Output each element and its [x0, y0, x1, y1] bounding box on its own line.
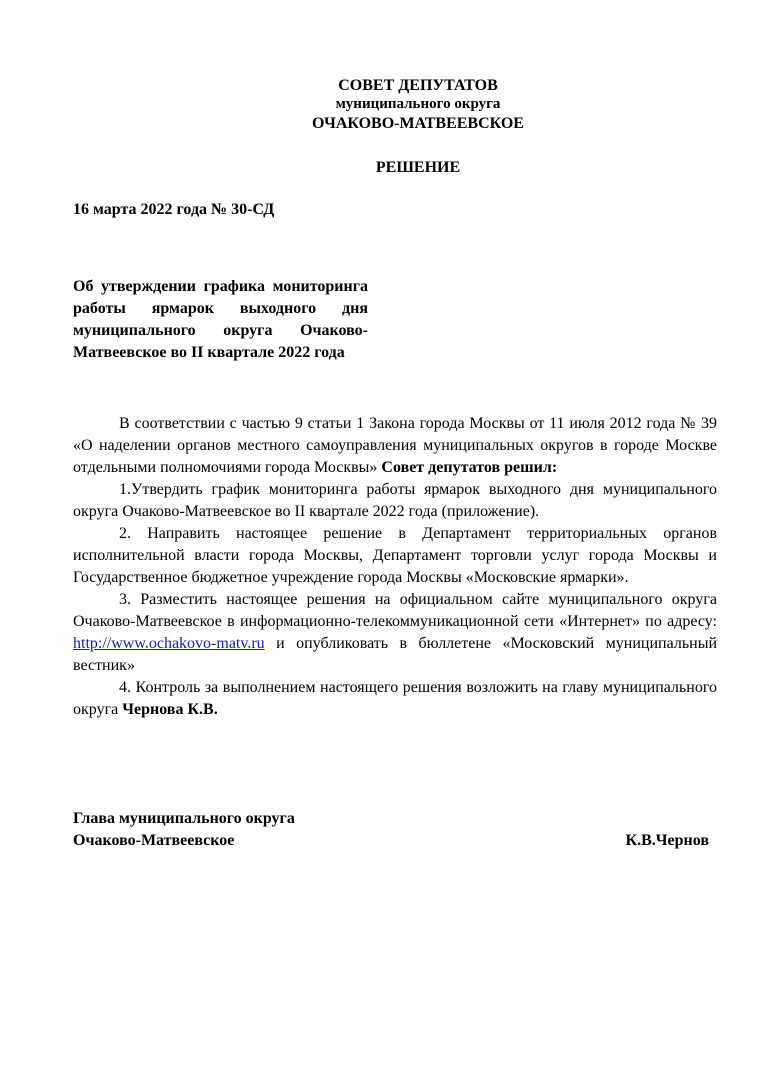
- preamble-resolution: Совет депутатов решил:: [381, 459, 558, 476]
- district-name: ОЧАКОВО-МАТВЕЕВСКОЕ: [312, 115, 524, 132]
- item-3: [73, 589, 717, 677]
- item-4: [73, 677, 717, 721]
- website-link[interactable]: http://www.ochakovo-matv.ru: [73, 635, 265, 652]
- signature-row: [73, 830, 717, 852]
- council-name: СОВЕТ ДЕПУТАТОВ: [338, 77, 498, 94]
- date-and-number: 16 марта 2022 года № 30-СД: [73, 201, 275, 218]
- item-3-text-end: и опубликовать в бюллетене «Московский муниципальный вестник»: [73, 635, 717, 674]
- item-1: 1.Утвердить график мониторинга работы ярмарок выходного дня муниципального округа Очаково-Матвеевское во II квартале 2022 года (приложение).: [73, 481, 717, 520]
- decision-title: РЕШЕНИЕ: [375, 159, 461, 176]
- preamble-text: В соответствии с частью 9 статьи 1 Закона города Москвы от 11 июля 2012 года № 39 «О наделении органов местного самоуправления муниципальных округов в городе Москве отдельными полномочиями города Москвы»: [73, 415, 717, 476]
- preamble-paragraph: [73, 413, 717, 479]
- signature-title-line1: Глава муниципального округа: [73, 810, 295, 827]
- document-header: [0, 76, 762, 133]
- decision-subject: Об утверждении графика мониторинга работы ярмарок выходного дня муниципального округа Очаково-Матвеевское во II квартале 2022 года: [73, 278, 368, 361]
- item-4-text: 4. Контроль за выполнением настоящего решения возложить на главу муниципального округа: [73, 679, 717, 718]
- item-2: 2. Направить настоящее решение в Департамент территориальных органов исполнительной власти города Москвы, Департамент торговли услуг города Москвы и Государственное бюджетное учреждение города Москвы «Московские ярмарки».: [73, 525, 717, 586]
- signature-title-line2: Очаково-Матвеевское: [73, 832, 235, 849]
- signature-block: [73, 808, 717, 852]
- item-3-text-start: 3. Разместить настоящее решения на официальном сайте муниципального округа Очаково-Матвеевское в информационно-телекоммуникационной сети «Интернет» по адресу:: [73, 591, 717, 630]
- signatory-name: К.В.Чернов: [625, 832, 709, 849]
- decision-body: [73, 413, 717, 721]
- district-type: муниципального округа: [335, 96, 501, 112]
- item-4-responsible: Чернова К.В.: [122, 701, 218, 718]
